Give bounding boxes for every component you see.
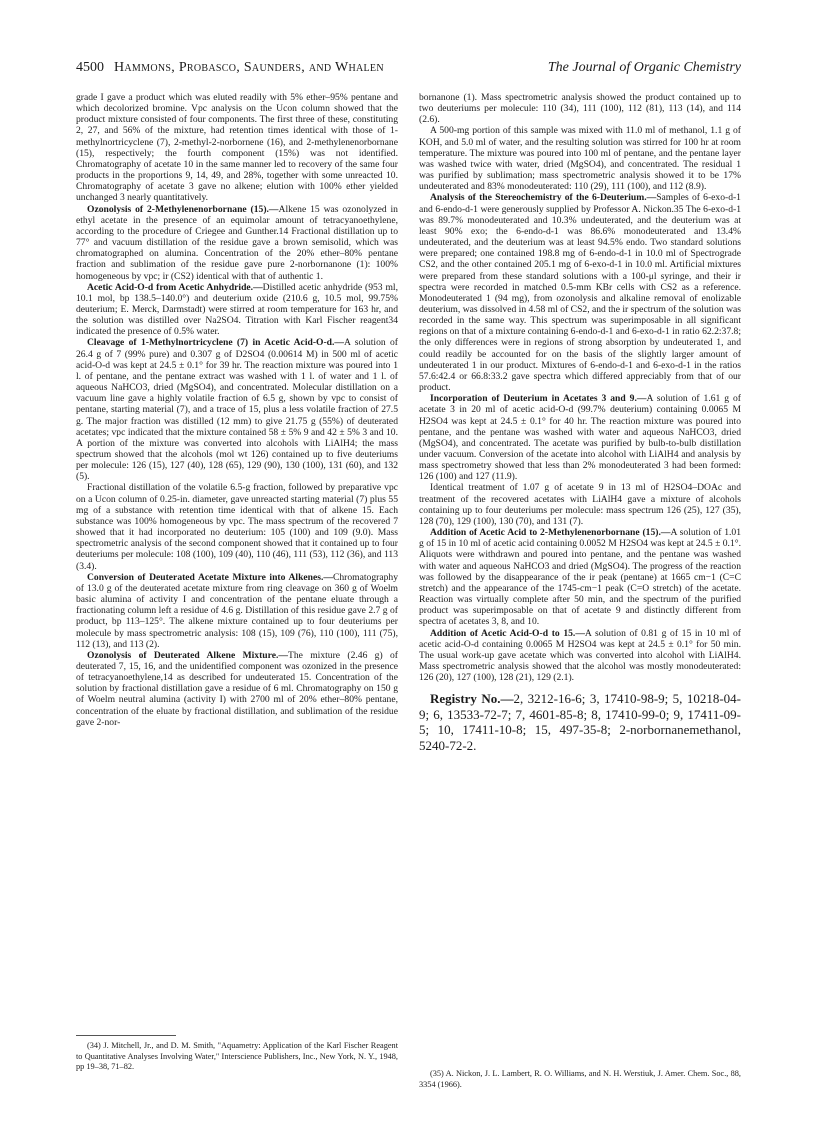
footnote-34: (34) J. Mitchell, Jr., and D. M. Smith, "Aquametry: Application of the Karl Fischer Reagent to Quantitative Analyses Involving Water," Interscience Publishers, Inc., New York, N. Y., 1948, pp 19–38, 71–82. [76, 1041, 398, 1071]
page-number: 4500 [76, 60, 104, 75]
paragraph [419, 482, 741, 527]
paragraph-text: bornanone (1). Mass spectrometric analysis showed the product contained up to two deuteriums per molecule: 110 (34), 111 (100), 112 (81), 113 (14), and 114 (2.6). [419, 92, 741, 126]
footnote-35: (35) A. Nickon, J. L. Lambert, R. O. Williams, and N. H. Werstiuk, J. Amer. Chem. Soc., 88, 3354 (1966). [419, 1069, 741, 1089]
registry-label: Registry No.— [430, 691, 514, 707]
registry-text: 2, 3212-16-6; 3, 17410-98-9; 5, 10218-04-9; 6, 13533-72-7; 7, 4601-85-8; 8, 17410-99-0; 9, 17411-09-5; 10, 17411-10-8; 15, 497-35-8; 2-norbornanemethanol, 5240-72-2. [419, 691, 741, 753]
paragraph-text: A solution of 1.01 g of 15 in 10 ml of acetic acid containing 0.0052 M H2SO4 was kept at 24.5 ± 0.1°. Aliquots were withdrawn and poured into pentane, and the pentane was washed with water and aqueous NaHCO3 and dried (MgSO4). The progress of the reaction was followed by the disappearance of the ir peak (pentane) at 1665 cm−1 (C=C stretch) and the appearance of the 1745-cm−1 peak (C=O stretch) of the acetate. Reaction was virtually complete after 50 min, and the spectrum of the purified product was superimposable on that of acetate 9 and distinctly different from spectra of acetates 3, 8, and 10. [419, 527, 741, 628]
paragraph [76, 204, 398, 282]
section-heading: Addition of Acetic Acid-O-d to 15.— [430, 627, 585, 639]
registry-numbers [419, 691, 741, 753]
right-column-paragraphs [419, 92, 741, 683]
paragraph-text: Distilled acetic anhydride (953 ml, 10.1 mol, bp 138.5–140.0°) and deuterium oxide (210.6 g, 10.5 mol, 99.75% deuterium; E. Merck, Darmstadt) were stirred at room temperature for 163 hr, and the solution was distilled over Na2SO4. Titration with Karl Fischer reagent34 indicated the presence of 0.5% water. [76, 281, 398, 338]
paragraph [76, 482, 398, 571]
section-heading: Addition of Acetic Acid to 2-Methylenenorbornane (15).— [430, 527, 671, 539]
paragraph-text: Fractional distillation of the volatile 6.5-g fraction, followed by preparative vpc on a Ucon column of 0.25-in. diameter, gave unreacted starting material (7) plus 55 mg of a substance with retention time identical with that of alkene 15. Each substance was 100% homogeneous by vpc. The mass spectrum of the recovered 7 showed that it had incorporated no deuterium: 105 (100) and 109 (9.0). Mass spectrometric analysis of the second component showed that it contained up to four deuteriums per molecule: 108 (100), 109 (40), 110 (46), 111 (53), 112 (36), and 113 (3.4). [76, 482, 398, 572]
footnote-rule [76, 1035, 176, 1036]
section-heading: Cleavage of 1-Methylnortricyclene (7) in Acetic Acid-O-d.— [87, 337, 345, 349]
journal-title: The Journal of Organic Chemistry [547, 60, 741, 75]
paragraph [419, 628, 741, 684]
paragraph-text: A 500-mg portion of this sample was mixed with 11.0 ml of methanol, 1.1 g of KOH, and 5.0 ml of water, and the resulting solution was stirred for 100 hr at room temperature. The mixture was poured into 100 ml of pentane, and the pentane layer was washed twice with water, dried (MgSO4), and concentrated. The residual 1 was purified by sublimation; mass spectrometric analysis showed it to be 17% undeuterated and 83% monodeuterated: 110 (29), 111 (100), and 112 (8.9). [419, 125, 741, 193]
section-heading: Ozonolysis of Deuterated Alkene Mixture.— [87, 649, 288, 661]
paragraph [419, 393, 741, 482]
paragraph [419, 92, 741, 125]
running-header [76, 60, 741, 80]
paragraph [419, 192, 741, 393]
paragraph [76, 572, 398, 650]
paragraph [76, 282, 398, 338]
running-authors: Hammons, Probasco, Saunders, and Whalen [114, 60, 384, 75]
section-heading: Acetic Acid-O-d from Acetic Anhydride.— [87, 281, 263, 293]
paragraph-text: Alkene 15 was ozonolyzed in ethyl acetate in the presence of an equimolar amount of tetracyanoethylene, according to the procedure of Criegee and Gunther.14 Fractional distillation up to 77° and vacuum distillation of the residue gave a brown semisolid, which was chromatographed on alumina. Concentration of the 20% ether–80% pentane fraction and sublimation of the residue gave pure 2-norbornanone (1): 100% homogeneous by vpc; ir (CS2) identical with that of authentic 1. [76, 203, 398, 282]
paragraph [76, 650, 398, 728]
paragraph-text: A solution of 0.81 g of 15 in 10 ml of acetic acid-O-d containing 0.0065 M H2SO4 was kept at 24.5 ± 0.1° for 50 min. The usual work-up gave acetate which was converted into alcohol with LiAlH4. Mass spectrometric analysis showed that the alcohol was mostly monodeuterated: 126 (20), 127 (100), 128 (21), 129 (2.1). [419, 627, 741, 684]
paragraph [419, 125, 741, 192]
right-column [419, 92, 741, 753]
paragraph-text: grade I gave a product which was eluted readily with 5% ether–95% pentane and which decolorized bromine. Vpc analysis on the Ucon column showed that the product mixture consisted of four components. The first three of these, constituting 2, 27, and 56% of the mixture, had retention times identical with those of 1-methylnortricyclene (7), 2-methyl-2-norbornene (16), and 2-methylenenorbornane (15), respectively; the fourth component (15%) was not identified. Chromatography of acetate 10 in the same manner led to recovery of the same four products in the proportions 9, 14, 49, and 28%, together with some unreacted 10. Chromatography of acetate 3 gave no alkene; elution with 100% ether yielded unchanged 3 nearly quantitatively. [76, 92, 398, 204]
paragraph [76, 337, 398, 482]
section-heading: Analysis of the Stereochemistry of the 6-Deuterium.— [430, 192, 657, 204]
paragraph [419, 527, 741, 627]
paragraph-text: The mixture (2.46 g) of deuterated 7, 15, 16, and the unidentified component was ozonized in the presence of tetracyanoethylene,14 as described for undeuterated 15. Concentration of the solution by fractional distillation gave a residue of 6 ml. Chromatography on 150 g of Woelm neutral alumina (activity I) with 2700 ml of 20% ether–80% pentane, concentration of the eluate by fractional distillation, and sublimation of the residue gave 2-nor- [76, 649, 398, 728]
paragraph-text: Chromatography of 13.0 g of the deuterated acetate mixture from ring cleavage on 360 g of Woelm basic alumina of activity I and concentration of the pentane eluate through a fractionating column left a residue of 4.6 g. Distillation of this residue gave 2.7 g of product, bp 113–125°. The alkene mixture contained up to four deuteriums per molecule by mass spectrometric analysis: 108 (15), 109 (76), 110 (100), 111 (75), 112 (13), and 113 (2). [76, 571, 398, 650]
section-heading: Conversion of Deuterated Acetate Mixture into Alkenes.— [87, 571, 333, 583]
section-heading: Ozonolysis of 2-Methylenenorbornane (15).— [87, 203, 279, 215]
paragraph-text: A solution of 1.61 g of acetate 3 in 20 ml of acetic acid-O-d (99.7% deuterium) containing 0.0065 M H2SO4 was kept at 24.5 ± 0.1° for 40 hr. The reaction mixture was poured into pentane, and the pentane was washed with water and aqueous NaHCO3, dried (MgSO4), and concentrated. The acetate was purified by bulb-to-bulb distillation under vacuum. Conversion of the acetate into alcohol with LiAlH4 and analysis by mass spectrometry showed that less than 2% monodeuterated 3 had been formed: 126 (100) and 127 (11.9). [419, 393, 741, 483]
left-column [76, 92, 398, 728]
paragraph-text: Samples of 6-exo-d-1 and 6-endo-d-1 were generously supplied by Professor A. Nickon.35 The 6-exo-d-1 was 89.7% monodeuterated and 10.3% undeuterated, and the deuterium was at least 90% exo; the 6-endo-d-1 was 86.6% monodeuterated and 13.4% undeuterated, and the deuterium was at least 94.5% endo. Two standard solutions were prepared; one contained 198.8 mg of 6-endo-d-1 in 10.0 ml of Spectrograde CS2, and the other contained 205.1 mg of 6-exo-d-1 in 10.0 ml. Artificial mixtures were prepared from these standard solutions with a 100-μl syringe, and their ir spectra were recorded in matched 0.5-mm KBr cells with CS2 as a reference. Monodeuterated 1 (94 mg), from ozonolysis and alkaline removal of enolizable deuterium, was dissolved in 4.58 ml of CS2, and the ir spectrum of the solution was recorded in the same way. This spectrum was superimposable in all significant regions on that of a mixture containing 6-endo-d-1 and 6-exo-d-1 in ratio 62.2:37.8; the only differences were in regions of strong absorption by undeuterated 1, and could readily be accounted for on the basis of the slightly larger amount of undeuterated 1 in our product. Mixtures of 6-endo-d-1 and 6-exo-d-1 in the ratios 57.6:42.4 or 66.8:33.2 gave spectra which differed appreciably from that of our product. [419, 192, 741, 394]
section-heading: Incorporation of Deuterium in Acetates 3 and 9.— [430, 393, 647, 405]
paragraph-text: A solution of 26.4 g of 7 (99% pure) and 0.307 g of D2SO4 (0.00614 M) in 500 ml of acetic acid-O-d was kept at 24.5 ± 0.1° for 39 hr. The reaction mixture was poured into 1 l. of pentane, and the pentane extract was washed with 1 l. of water and 1 l. of aqueous NaHCO3, dried (MgSO4), and concentrated. Molecular distillation on a vacuum line gave a highly volatile fraction of 6.5 g, shown by vpc to consist of pentane, starting material (7), and a trace of 15, plus a less volatile fraction of 27.5 g. The major fraction was distilled (12 mm) to give 21.75 g (55%) of deuterated acetates; vpc indicated that the mixture contained 58 ± 5% 9 and 42 ± 5% 3 and 10. A portion of the mixture was converted into alcohols with LiAlH4; the mass spectrum showed that the alcohols (mol wt 126) contained up to five deuteriums per molecule: 126 (15), 127 (40), 128 (65), 129 (90), 130 (100), 131 (60), and 132 (5). [76, 337, 398, 483]
paragraph [76, 92, 398, 204]
paragraph-text: Identical treatment of 1.07 g of acetate 9 in 13 ml of H2SO4–DOAc and treatment of the recovered acetates with LiAlH4 gave a mixture of alcohols containing up to four deuteriums per molecule: mass spectrum 126 (25), 127 (35), 128 (70), 129 (100), 130 (70), and 131 (7). [419, 482, 741, 527]
